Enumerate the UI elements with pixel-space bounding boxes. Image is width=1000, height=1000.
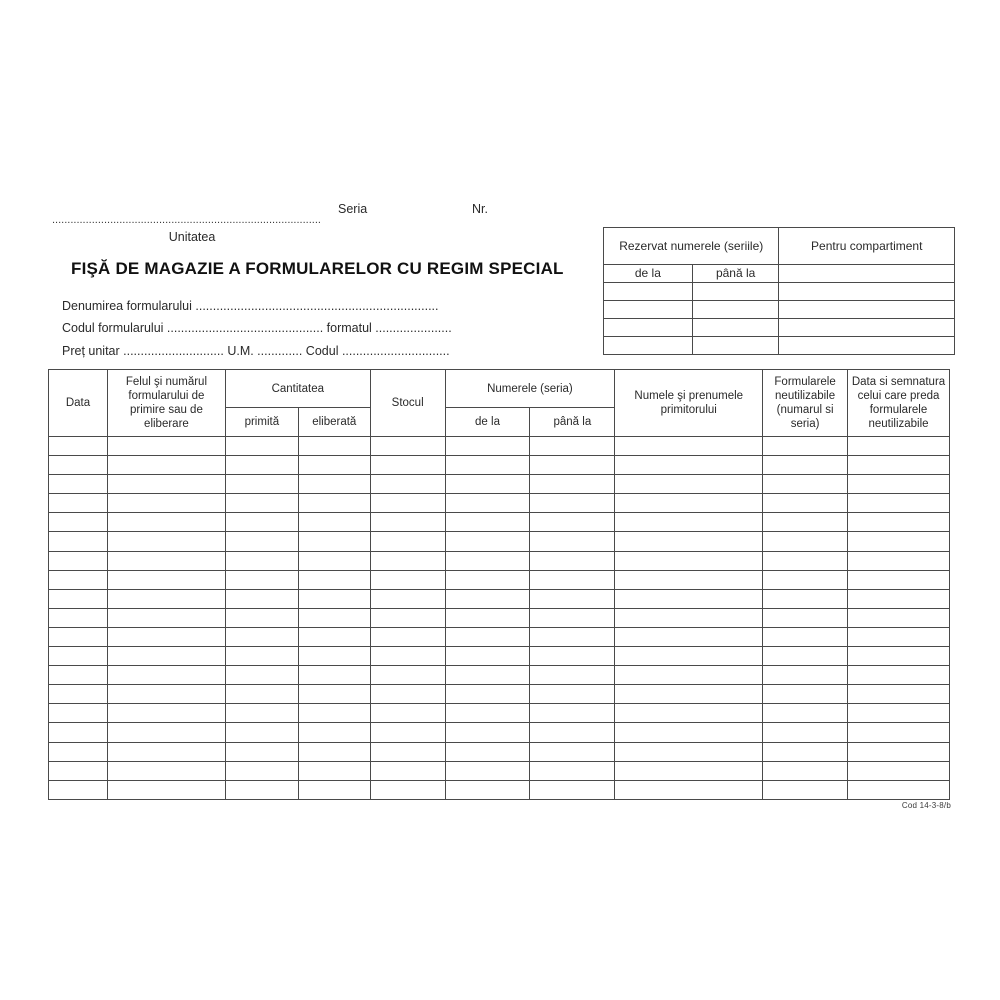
empty-cell: [615, 723, 763, 742]
empty-cell: [530, 475, 615, 494]
empty-cell: [298, 494, 370, 513]
empty-cell: [49, 761, 108, 780]
empty-cell: [779, 301, 955, 319]
empty-cell: [370, 647, 445, 666]
empty-cell: [298, 723, 370, 742]
empty-cell: [445, 456, 530, 475]
empty-cell: [298, 742, 370, 761]
empty-cell: [49, 551, 108, 570]
empty-cell: [763, 780, 848, 799]
empty-cell: [848, 627, 950, 646]
empty-cell: [530, 551, 615, 570]
empty-cell: [49, 570, 108, 589]
empty-cell: [615, 589, 763, 608]
empty-cell: [763, 570, 848, 589]
empty-row: [49, 704, 950, 723]
empty-cell: [615, 780, 763, 799]
empty-cell: [530, 742, 615, 761]
empty-cell: [530, 570, 615, 589]
empty-cell: [108, 761, 226, 780]
empty-cell: [49, 494, 108, 513]
col-header-primita: primită: [225, 408, 298, 437]
empty-row: [49, 761, 950, 780]
empty-cell: [445, 570, 530, 589]
empty-cell: [370, 475, 445, 494]
empty-cell: [49, 456, 108, 475]
empty-cell: [370, 589, 445, 608]
empty-cell: [615, 475, 763, 494]
empty-cell: [370, 513, 445, 532]
main-register-table: [48, 369, 950, 800]
empty-cell: [225, 647, 298, 666]
empty-cell: [763, 589, 848, 608]
empty-row: [49, 780, 950, 799]
empty-cell: [298, 475, 370, 494]
empty-cell: [49, 608, 108, 627]
empty-cell: [615, 742, 763, 761]
empty-cell: [49, 532, 108, 551]
empty-cell: [763, 761, 848, 780]
empty-cell: [763, 513, 848, 532]
empty-cell: [848, 456, 950, 475]
empty-cell: [49, 685, 108, 704]
empty-cell: [445, 551, 530, 570]
empty-cell: [225, 494, 298, 513]
empty-cell: [225, 570, 298, 589]
empty-cell: [615, 456, 763, 475]
empty-cell: [445, 666, 530, 685]
empty-cell: [779, 337, 955, 355]
col-header-stocul: Stocul: [370, 370, 445, 437]
empty-row: [49, 608, 950, 627]
pret-field-line: Preț unitar ............................. U.M. ............. Codul ...............................: [62, 343, 450, 358]
empty-cell: [763, 494, 848, 513]
empty-cell: [763, 704, 848, 723]
empty-cell: [763, 608, 848, 627]
reserved-to-header: până la: [692, 265, 779, 283]
form-code: Cod 14-3-8/b: [901, 801, 951, 810]
empty-cell: [108, 723, 226, 742]
empty-cell: [225, 475, 298, 494]
empty-cell: [604, 301, 693, 319]
empty-cell: [530, 456, 615, 475]
empty-cell: [848, 761, 950, 780]
empty-cell: [225, 456, 298, 475]
empty-cell: [530, 589, 615, 608]
empty-cell: [298, 627, 370, 646]
empty-row: [49, 723, 950, 742]
empty-cell: [108, 608, 226, 627]
empty-cell: [615, 761, 763, 780]
empty-cell: [530, 513, 615, 532]
empty-cell: [298, 456, 370, 475]
empty-cell: [848, 685, 950, 704]
empty-cell: [445, 494, 530, 513]
col-header-formularele: Formularele neutilizabile (numarul si seria): [763, 370, 848, 437]
empty-cell: [615, 608, 763, 627]
empty-row: [49, 685, 950, 704]
empty-cell: [848, 589, 950, 608]
empty-cell: [370, 666, 445, 685]
form-title: FIŞĂ DE MAGAZIE A FORMULARELOR CU REGIM SPECIAL: [71, 259, 564, 278]
empty-cell: [298, 513, 370, 532]
empty-cell: [445, 647, 530, 666]
col-header-numerele: Numerele (seria): [445, 370, 615, 408]
empty-cell: [370, 570, 445, 589]
empty-cell: [108, 513, 226, 532]
empty-cell: [298, 780, 370, 799]
empty-cell: [445, 723, 530, 742]
empty-cell: [108, 780, 226, 799]
empty-cell: [848, 532, 950, 551]
empty-cell: [108, 551, 226, 570]
empty-cell: [225, 704, 298, 723]
empty-row: [604, 283, 955, 301]
empty-cell: [225, 723, 298, 742]
empty-cell: [298, 666, 370, 685]
empty-cell: [615, 570, 763, 589]
empty-row: [49, 589, 950, 608]
empty-cell: [225, 532, 298, 551]
empty-cell: [49, 627, 108, 646]
empty-cell: [530, 780, 615, 799]
empty-cell: [298, 551, 370, 570]
empty-cell: [445, 742, 530, 761]
empty-cell: [530, 761, 615, 780]
empty-row: [49, 742, 950, 761]
empty-cell: [848, 570, 950, 589]
empty-cell: [692, 301, 779, 319]
empty-cell: [848, 723, 950, 742]
empty-row: [49, 456, 950, 475]
empty-row: [604, 337, 955, 355]
empty-cell: [225, 627, 298, 646]
empty-cell: [370, 627, 445, 646]
empty-cell: [49, 780, 108, 799]
empty-row: [49, 532, 950, 551]
empty-cell: [615, 532, 763, 551]
empty-cell: [49, 666, 108, 685]
empty-row: [49, 551, 950, 570]
empty-cell: [530, 494, 615, 513]
empty-cell: [108, 704, 226, 723]
empty-cell: [225, 761, 298, 780]
empty-cell: [298, 761, 370, 780]
empty-cell: [49, 437, 108, 456]
empty-cell: [615, 627, 763, 646]
empty-cell: [604, 319, 693, 337]
empty-cell: [298, 437, 370, 456]
empty-cell: [615, 494, 763, 513]
unitatea-label: Unitatea: [168, 230, 216, 244]
empty-cell: [445, 532, 530, 551]
empty-cell: [763, 647, 848, 666]
empty-cell: [49, 589, 108, 608]
empty-cell: [298, 589, 370, 608]
empty-cell: [848, 475, 950, 494]
empty-cell: [445, 475, 530, 494]
empty-cell: [530, 437, 615, 456]
empty-cell: [108, 475, 226, 494]
empty-cell: [615, 685, 763, 704]
compartment-empty-cell: [779, 265, 955, 283]
empty-cell: [615, 551, 763, 570]
empty-cell: [763, 627, 848, 646]
empty-cell: [370, 608, 445, 627]
empty-cell: [298, 685, 370, 704]
codul-field-line: Codul formularului ............................................. formatul ......................: [62, 321, 452, 336]
col-header-felul: Felul şi numărul formularului de primire sau de eliberare: [108, 370, 226, 437]
empty-cell: [370, 685, 445, 704]
empty-cell: [530, 723, 615, 742]
denumirea-field-line: Denumirea formularului ......................................................................: [62, 299, 439, 313]
empty-cell: [848, 647, 950, 666]
empty-cell: [530, 627, 615, 646]
empty-cell: [49, 475, 108, 494]
empty-cell: [848, 551, 950, 570]
empty-cell: [370, 780, 445, 799]
empty-cell: [763, 723, 848, 742]
empty-cell: [108, 666, 226, 685]
empty-cell: [445, 704, 530, 723]
empty-cell: [108, 742, 226, 761]
empty-cell: [445, 513, 530, 532]
empty-cell: [763, 456, 848, 475]
empty-cell: [779, 319, 955, 337]
empty-cell: [445, 780, 530, 799]
empty-cell: [530, 666, 615, 685]
empty-cell: [848, 666, 950, 685]
empty-cell: [370, 704, 445, 723]
empty-cell: [108, 685, 226, 704]
empty-cell: [370, 723, 445, 742]
empty-cell: [108, 647, 226, 666]
empty-cell: [108, 589, 226, 608]
empty-cell: [779, 283, 955, 301]
empty-cell: [848, 742, 950, 761]
empty-cell: [370, 456, 445, 475]
empty-cell: [848, 608, 950, 627]
empty-cell: [49, 513, 108, 532]
empty-cell: [763, 437, 848, 456]
empty-cell: [225, 513, 298, 532]
empty-cell: [848, 437, 950, 456]
empty-cell: [225, 589, 298, 608]
empty-cell: [530, 647, 615, 666]
empty-cell: [530, 532, 615, 551]
empty-cell: [108, 494, 226, 513]
empty-cell: [108, 456, 226, 475]
col-header-de-la: de la: [445, 408, 530, 437]
empty-cell: [225, 742, 298, 761]
empty-cell: [445, 608, 530, 627]
reserved-table-body: [604, 283, 955, 355]
empty-cell: [763, 742, 848, 761]
empty-row: [49, 666, 950, 685]
empty-cell: [615, 647, 763, 666]
unitatea-dotted-leader: ........................................................................................: [52, 214, 321, 226]
col-header-data-semnatura: Data si semnatura celui care preda formularele neutilizabile: [848, 370, 950, 437]
empty-row: [604, 319, 955, 337]
empty-cell: [49, 704, 108, 723]
empty-cell: [763, 532, 848, 551]
empty-row: [49, 513, 950, 532]
col-header-data: Data: [49, 370, 108, 437]
reserved-numbers-header: Rezervat numerele (seriile): [604, 228, 779, 265]
empty-cell: [49, 723, 108, 742]
main-table-body: [49, 437, 950, 800]
empty-cell: [370, 761, 445, 780]
empty-cell: [370, 551, 445, 570]
empty-cell: [848, 513, 950, 532]
reserved-numbers-table: [603, 227, 955, 355]
empty-cell: [615, 513, 763, 532]
empty-cell: [225, 608, 298, 627]
empty-cell: [604, 337, 693, 355]
empty-row: [604, 301, 955, 319]
compartment-header: Pentru compartiment: [779, 228, 955, 265]
empty-cell: [108, 570, 226, 589]
empty-cell: [763, 666, 848, 685]
reserved-from-header: de la: [604, 265, 693, 283]
col-header-eliberata: eliberată: [298, 408, 370, 437]
empty-cell: [370, 494, 445, 513]
empty-row: [49, 437, 950, 456]
empty-cell: [298, 532, 370, 551]
empty-cell: [445, 627, 530, 646]
empty-row: [49, 627, 950, 646]
empty-cell: [370, 437, 445, 456]
empty-cell: [370, 532, 445, 551]
empty-cell: [848, 704, 950, 723]
empty-cell: [108, 627, 226, 646]
empty-cell: [225, 551, 298, 570]
empty-cell: [848, 494, 950, 513]
empty-cell: [615, 437, 763, 456]
empty-cell: [225, 780, 298, 799]
empty-row: [49, 647, 950, 666]
empty-cell: [445, 761, 530, 780]
empty-cell: [530, 685, 615, 704]
empty-cell: [763, 685, 848, 704]
empty-cell: [298, 570, 370, 589]
empty-cell: [108, 437, 226, 456]
col-header-numele: Numele şi prenumele primitorului: [615, 370, 763, 437]
empty-cell: [298, 647, 370, 666]
empty-cell: [370, 742, 445, 761]
empty-row: [49, 570, 950, 589]
empty-cell: [604, 283, 693, 301]
nr-label: Nr.: [472, 202, 488, 216]
form-field-lines: [62, 295, 466, 362]
empty-cell: [615, 666, 763, 685]
empty-cell: [615, 704, 763, 723]
empty-cell: [225, 685, 298, 704]
empty-cell: [445, 437, 530, 456]
empty-cell: [108, 532, 226, 551]
empty-cell: [530, 704, 615, 723]
empty-row: [49, 494, 950, 513]
empty-cell: [445, 589, 530, 608]
col-header-cantitatea: Cantitatea: [225, 370, 370, 408]
empty-cell: [692, 337, 779, 355]
empty-cell: [763, 551, 848, 570]
empty-cell: [49, 742, 108, 761]
empty-cell: [49, 647, 108, 666]
empty-cell: [225, 666, 298, 685]
empty-row: [49, 475, 950, 494]
empty-cell: [848, 780, 950, 799]
seria-label: Seria: [338, 202, 368, 216]
empty-cell: [692, 283, 779, 301]
empty-cell: [225, 437, 298, 456]
empty-cell: [445, 685, 530, 704]
empty-cell: [692, 319, 779, 337]
empty-cell: [298, 608, 370, 627]
empty-cell: [298, 704, 370, 723]
empty-cell: [530, 608, 615, 627]
col-header-pana-la: până la: [530, 408, 615, 437]
empty-cell: [763, 475, 848, 494]
